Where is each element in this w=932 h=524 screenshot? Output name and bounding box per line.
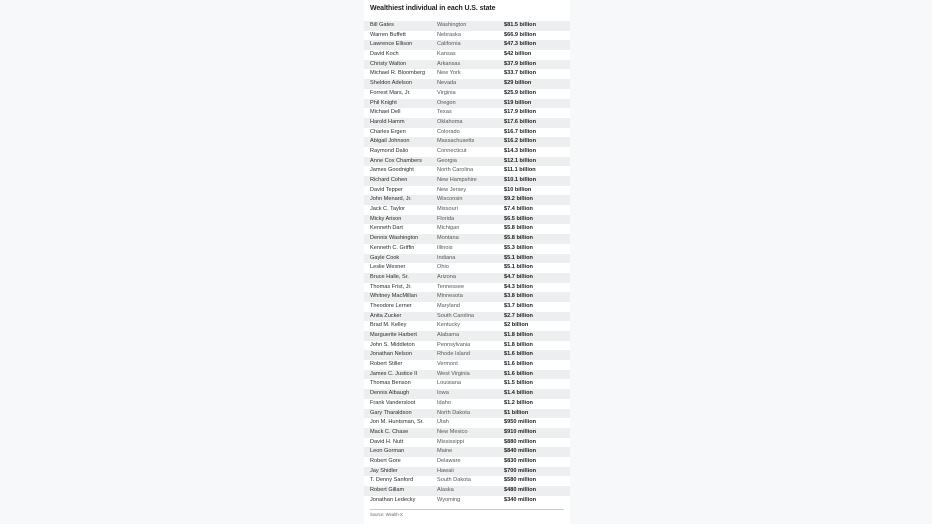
net-worth: $5.8 billion [504,235,533,242]
person-name: Gayle Cook [370,254,400,261]
state-name: Alabama [437,332,460,338]
net-worth: $910 million [504,428,537,435]
table-row [364,496,570,506]
person-name: Leon Gorman [370,448,405,455]
net-worth: $5.1 billion [504,264,533,271]
state-name: Iowa [437,390,449,397]
state-name: Massachusetts [437,138,475,145]
state-name: Oregon [437,99,456,106]
table-row [364,234,570,244]
person-name: Michael Dell [370,109,401,116]
person-name: Lawrence Ellison [370,41,413,48]
person-name: Jonathan Nelson [370,351,412,358]
state-name: Connecticut [437,147,467,154]
state-name: South Dakota [437,477,471,484]
state-name: Idaho [437,399,451,406]
state-name: New Hampshire [437,177,477,183]
state-name: West Virginia [437,370,470,377]
state-name: Mississippi [437,438,465,445]
net-worth: $33.7 billion [504,70,537,77]
state-name: Rhode Island [437,351,470,358]
net-worth: $480 million [504,487,537,493]
state-name: South Carolina [437,312,475,319]
person-name: Bruce Halle, Sr. [370,273,409,280]
state-name: Nebraska [437,31,461,38]
net-worth: $29 billion [504,80,532,87]
person-name: Abigail Johnson [370,138,410,145]
net-worth: $1.6 billion [504,351,533,358]
net-worth: $4.3 billion [504,283,533,290]
table-row [364,312,570,322]
net-worth: $5.1 billion [504,254,533,261]
net-worth: $10 billion [504,186,532,193]
net-worth: $700 million [504,467,537,474]
table-row [364,215,570,225]
table-row [364,409,570,419]
state-name: Nevada [437,80,457,87]
table-row [364,263,570,273]
table-row [364,360,570,370]
net-worth: $1 billion [504,409,529,416]
person-name: Brad M. Kelley [370,322,407,329]
state-name: Vermont [437,361,458,368]
table-row [364,195,570,205]
table-row [364,292,570,302]
table-title: Wealthiest individual in each U.S. state [370,5,496,12]
person-name: David Tepper [370,186,403,193]
net-worth: $14.3 billion [504,147,537,154]
net-worth: $66.9 billion [504,31,537,38]
state-name: New York [437,70,461,77]
state-name: Wisconsin [437,196,463,203]
person-name: Forrest Mars, Jr. [370,89,411,96]
state-name: Kansas [437,51,456,58]
net-worth: $1.8 billion [504,332,533,338]
person-name: Raymond Dalio [370,147,409,154]
person-name: Anita Zucker [370,312,402,319]
net-worth: $1.5 billion [504,380,533,387]
person-name: Richard Cohen [370,177,408,183]
net-worth: $42 billion [504,51,532,58]
person-name: James Goodnight [370,167,414,174]
person-name: Robert Gore [370,457,401,464]
net-worth: $9.2 billion [504,196,533,203]
infographic-panel [364,0,570,524]
table-row [364,428,570,438]
state-name: Minnesota [437,293,463,300]
state-name: Arizona [437,273,456,280]
net-worth: $3.7 billion [504,302,533,309]
net-worth: $6.5 billion [504,215,533,222]
table-row [364,176,570,186]
person-name: Dennis Washington [370,235,419,242]
table-row [364,341,570,351]
net-worth: $3.8 billion [504,293,533,300]
state-name: Wyoming [437,496,461,503]
person-name: Frank Vandersloot [370,399,416,406]
net-worth: $7.4 billion [504,206,533,213]
net-worth: $950 million [504,419,537,426]
state-name: Texas [437,109,452,116]
net-worth: $17.9 billion [504,109,537,116]
person-name: Bill Gates [370,22,394,28]
net-worth: $880 million [504,438,537,445]
state-name: California [437,41,461,48]
person-name: T. Denny Sanford [370,477,414,484]
state-name: Virginia [437,89,456,96]
person-name: Charles Ergen [370,128,406,135]
net-worth: $37.9 billion [504,60,537,67]
state-name: Alaska [437,487,454,493]
table-row [364,447,570,457]
state-name: Michigan [437,225,460,232]
person-name: David H. Nutt [370,438,404,445]
person-name: Whitney MacMillan [370,293,417,300]
net-worth: $5.3 billion [504,244,533,251]
net-worth: $2 billion [504,322,529,329]
person-name: Theodore Lerner [370,302,412,309]
person-name: Warren Buffett [370,31,406,38]
state-name: Illinois [437,244,453,251]
table-row [364,99,570,109]
net-worth: $1.4 billion [504,390,533,397]
net-worth: $16.7 billion [504,128,537,135]
state-name: Arkansas [437,60,461,67]
table-row [364,108,570,118]
person-name: Thomas Benson [370,380,411,387]
state-name: Oklahoma [437,118,463,125]
table-row [364,486,570,496]
table-row [364,467,570,477]
state-name: Colorado [437,128,460,135]
person-name: John S. Middleton [370,341,415,348]
table-row [364,476,570,486]
net-worth: $2.7 billion [504,312,533,319]
footer-divider [370,509,564,510]
state-name: Pennsylvania [437,341,471,348]
table-row [364,399,570,409]
table-row [364,69,570,79]
table-row [364,186,570,196]
state-name: Washington [437,22,467,28]
state-name: Indiana [437,254,456,261]
table-row [364,50,570,60]
net-worth: $16.2 billion [504,138,537,145]
state-name: Ohio [437,264,449,271]
table-row [364,60,570,70]
person-name: Robert Stiller [370,361,403,368]
person-name: Kenneth Dart [370,225,403,232]
person-name: Anne Cox Chambers [370,157,422,164]
person-name: Marguerite Harbert [370,332,417,338]
person-name: Jon M. Huntsman, Sr. [370,419,424,426]
source-note: Source: Wealth-X [370,512,403,517]
person-name: Robert Gillam [370,487,405,493]
person-name: Jack C. Taylor [370,206,406,213]
table-row [364,438,570,448]
table-row [364,350,570,360]
table-row [364,273,570,283]
table-row [364,166,570,176]
table-row [364,118,570,128]
net-worth: $340 million [504,496,537,503]
person-name: Thomas Frist, Jr. [370,283,412,290]
net-worth: $19 billion [504,99,532,106]
state-name: Missouri [437,206,458,213]
table-row [364,331,570,341]
state-name: Maryland [437,302,461,309]
person-name: John Menard, Jr. [370,196,412,203]
table-row [364,89,570,99]
table-row [364,40,570,50]
net-worth: $25.9 billion [504,89,537,96]
net-worth: $1.6 billion [504,370,533,377]
state-name: Montana [437,235,459,242]
state-name: Utah [437,419,449,426]
net-worth: $4.7 billion [504,273,533,280]
table-row [364,379,570,389]
table-row [364,244,570,254]
state-name: Georgia [437,157,457,164]
person-name: Jay Shidler [370,467,398,474]
table-row [364,302,570,312]
person-name: Gary Tharaldson [370,409,412,416]
person-name: Sheldon Adelson [370,80,412,87]
person-name: Michael R. Bloomberg [370,70,426,77]
state-name: Kentucky [437,322,461,329]
net-worth: $81.5 billion [504,22,537,28]
person-name: Leslie Wexner [370,264,406,271]
wealth-table [364,21,570,505]
net-worth: $10.1 billion [504,177,537,183]
net-worth: $17.6 billion [504,118,537,125]
table-row [364,321,570,331]
net-worth: $1.2 billion [504,399,533,406]
table-row [364,79,570,89]
net-worth: $11.1 billion [504,167,536,174]
table-row [364,128,570,138]
net-worth: $840 million [504,448,537,455]
state-name: Hawaii [437,467,454,474]
table-row [364,418,570,428]
state-name: Maine [437,448,453,455]
net-worth: $830 million [504,457,537,464]
state-name: North Dakota [437,409,470,416]
table-row [364,370,570,380]
state-name: New Jersey [437,186,467,193]
person-name: Dennis Albaugh [370,390,410,397]
state-name: Louisiana [437,380,461,387]
person-name: Harold Hamm [370,118,405,125]
person-name: Kenneth C. Griffin [370,244,415,251]
table-row [364,157,570,167]
table-row [364,224,570,234]
person-name: Phil Knight [370,99,397,106]
net-worth: $1.8 billion [504,341,533,348]
table-row [364,457,570,467]
net-worth: $47.3 billion [504,41,537,48]
table-row [364,137,570,147]
table-row [364,21,570,31]
state-name: New Mexico [437,428,468,435]
person-name: Micky Arison [370,215,402,222]
table-row [364,254,570,264]
person-name: Jonathan Ledecky [370,496,416,503]
table-row [364,205,570,215]
person-name: Christy Walton [370,60,407,67]
net-worth: $5.8 billion [504,225,533,232]
state-name: Florida [437,215,455,222]
net-worth: $1.6 billion [504,361,533,368]
person-name: David Koch [370,51,399,58]
table-row [364,389,570,399]
person-name: Mack C. Chase [370,428,409,435]
net-worth: $12.1 billion [504,157,537,164]
person-name: James C. Justice II [370,370,418,377]
state-name: Delaware [437,457,461,464]
state-name: Tennessee [437,283,465,290]
state-name: North Carolina [437,167,474,174]
table-row [364,283,570,293]
net-worth: $580 million [504,477,537,484]
table-row [364,31,570,41]
table-row [364,147,570,157]
